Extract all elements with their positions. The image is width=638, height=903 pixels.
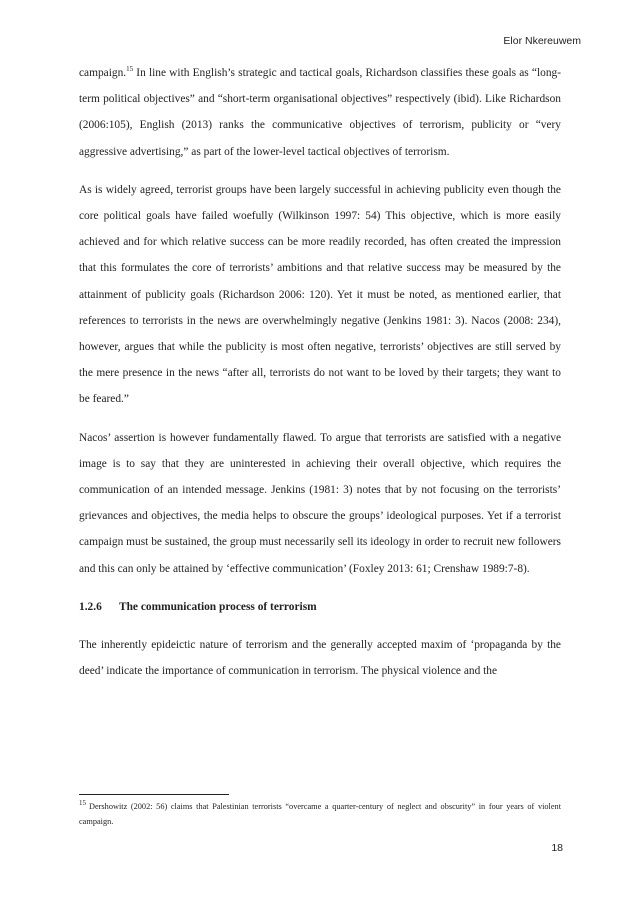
page-body	[79, 60, 561, 696]
footnote-text: Dershowitz (2002: 56) claims that Palestinian terrorists “overcame a quarter-century of neglect and obscurity” in four years of violent campaign.	[79, 802, 561, 826]
paragraph-4: The inherently epideictic nature of terrorism and the generally accepted maxim of ‘propaganda by the deed’ indicate the importance of communication in terrorism. The physical violence and the	[79, 638, 561, 678]
section-number: 1.2.6	[79, 600, 102, 613]
footnote-ref-15[interactable]: 15	[126, 65, 134, 74]
section-title: The communication process of terrorism	[119, 600, 317, 613]
paragraph-1-rest: In line with English’s strategic and tactical goals, Richardson classifies these goals as “long-term political objectives” and “short-term organisational objectives” respectively (ibid). Like Richardson (2006:105), English (2013) ranks the communicative objectives of terrorism, publicity or “very aggressive advertising,” as part of the lower-level tactical objectives of terrorism.	[79, 67, 561, 158]
footnote-mark: 15	[79, 799, 86, 808]
paragraph-2: As is widely agreed, terrorist groups have been largely successful in achieving publicity even though the core political goals have failed woefully (Wilkinson 1997: 54) This objective, which is more easily achieved and for which relative success can be more readily recorded, has often created the impression that this formulates the core of terrorists’ ambitions and that relative success may be measured by the attainment of publicity goals (Richardson 2006: 120). Yet it must be noted, as mentioned earlier, that references to terrorists in the news are overwhelmingly negative (Jenkins 1981: 3). Nacos (2008: 234), however, argues that while the publicity is most often negative, terrorists’ objectives are still served by the mere presence in the news “after all, terrorists do not want to be loved by their targets; they want to be feared.”	[79, 183, 561, 406]
paragraph-1	[79, 60, 561, 165]
page-number: 18	[551, 842, 563, 854]
footnote-separator	[79, 794, 229, 795]
running-header-author: Elor Nkereuwem	[503, 35, 581, 47]
paragraph-3: Nacos’ assertion is however fundamentally flawed. To argue that terrorists are satisfied with a negative image is to say that they are uninterested in achieving their overall objective, which requires the communication of an intended message. Jenkins (1981: 3) notes that by not focusing on the terrorists’ grievances and objectives, the media helps to obscure the groups’ ideological purposes. Yet if a terrorist campaign must be sustained, the group must necessarily sell its ideology in order to recruit new followers and this can only be attained by ‘effective communication’ (Foxley 2013: 61; Crenshaw 1989:7-8).	[79, 431, 561, 575]
section-heading	[79, 594, 561, 620]
paragraph-1-lead: campaign.	[79, 67, 127, 79]
footnote-15	[79, 800, 561, 829]
